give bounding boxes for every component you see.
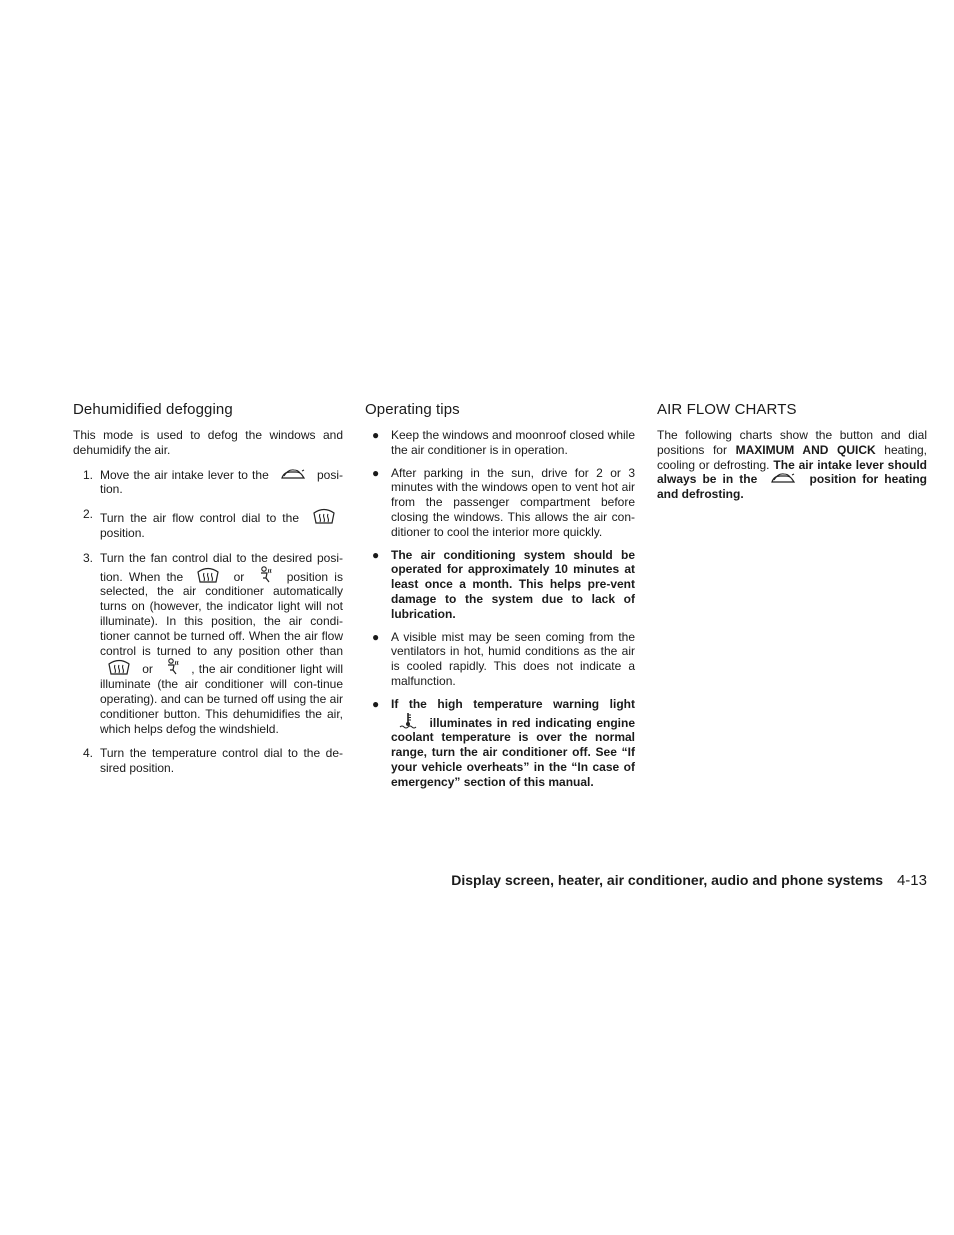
step-1: 1. Move the air intake lever to the posi-tion. [83, 467, 343, 497]
step-2: 2. Turn the air flow control dial to the position. [73, 507, 343, 541]
tips-list [365, 428, 635, 790]
step-3: 3. Turn the fan control dial to the desired posi-tion. When the or position is selected, the air conditioner automatically turns on (however, the indicator light will not illuminate). In this position, the air condi-tioner cannot be turned off. When the air flow control is turned to any position other than or , the air conditioner light will illuminate (the air conditioner will con-tinue operating). and can be turned off using the air conditioner button. This dehumidifies the air, which helps defog the windshield. [83, 550, 343, 736]
page-number: 4-13 [896, 872, 927, 889]
step-4: 4. Turn the temperature control dial to the de-sired position. [83, 746, 343, 776]
section-heading-air-flow-charts: AIR FLOW CHARTS [657, 401, 797, 418]
tip-item: ● The air conditioning system should be operated for approximately 10 minutes at least once a month. This helps pre-vent damage to the system due to lack of lubrication. [372, 547, 635, 621]
steps-list [73, 468, 343, 776]
defrost-icon [312, 507, 336, 525]
column-operating-tips [365, 401, 635, 798]
column-dehumidified-defogging [73, 401, 343, 786]
tip-item: ● Keep the windows and moonroof closed while the air conditioner is in operation. [372, 428, 635, 457]
outside-air-icon [770, 472, 796, 486]
defrost-icon [196, 566, 220, 584]
temperature-warning-icon [398, 712, 418, 730]
section-heading-operating-tips: Operating tips [365, 401, 460, 418]
tip-item: ● If the high temperature warning light illuminates in red indicating engine coolant temperature is over the normal range, turn the air conditioner off. See “If your vehicle overheats” in the “In case of emergency” section of this manual. [372, 696, 635, 789]
tip-item: ● A visible mist may be seen coming from the ventilators in hot, humid conditions as the air is cooled rapidly. This does not indicate a malfunction. [372, 629, 635, 688]
section-heading-dehumidified: Dehumidified defogging [73, 401, 233, 418]
foot-defrost-icon [257, 566, 273, 584]
chapter-title: Display screen, heater, air conditioner, audio and phone systems [451, 872, 884, 888]
intro-paragraph: This mode is used to defog the windows and dehumidify the air. [73, 428, 343, 457]
air-flow-paragraph: The following charts show the button and dial positions for MAXIMUM AND QUICK heating, cooling or defrosting. The air intake lever should always be in the position for heating and defrosting. [657, 428, 927, 502]
column-air-flow-charts [657, 401, 927, 502]
tip-item: ● After parking in the sun, drive for 2 or 3 minutes with the windows open to vent hot air from the passenger compartment before closing the windows. This allows the air con-ditioner to cool the interior more quickly. [372, 465, 635, 539]
outside-air-icon [280, 468, 306, 482]
step-number: 1. [83, 467, 94, 482]
foot-defrost-icon [164, 658, 180, 676]
page-footer [451, 872, 927, 889]
defrost-icon [107, 658, 131, 676]
